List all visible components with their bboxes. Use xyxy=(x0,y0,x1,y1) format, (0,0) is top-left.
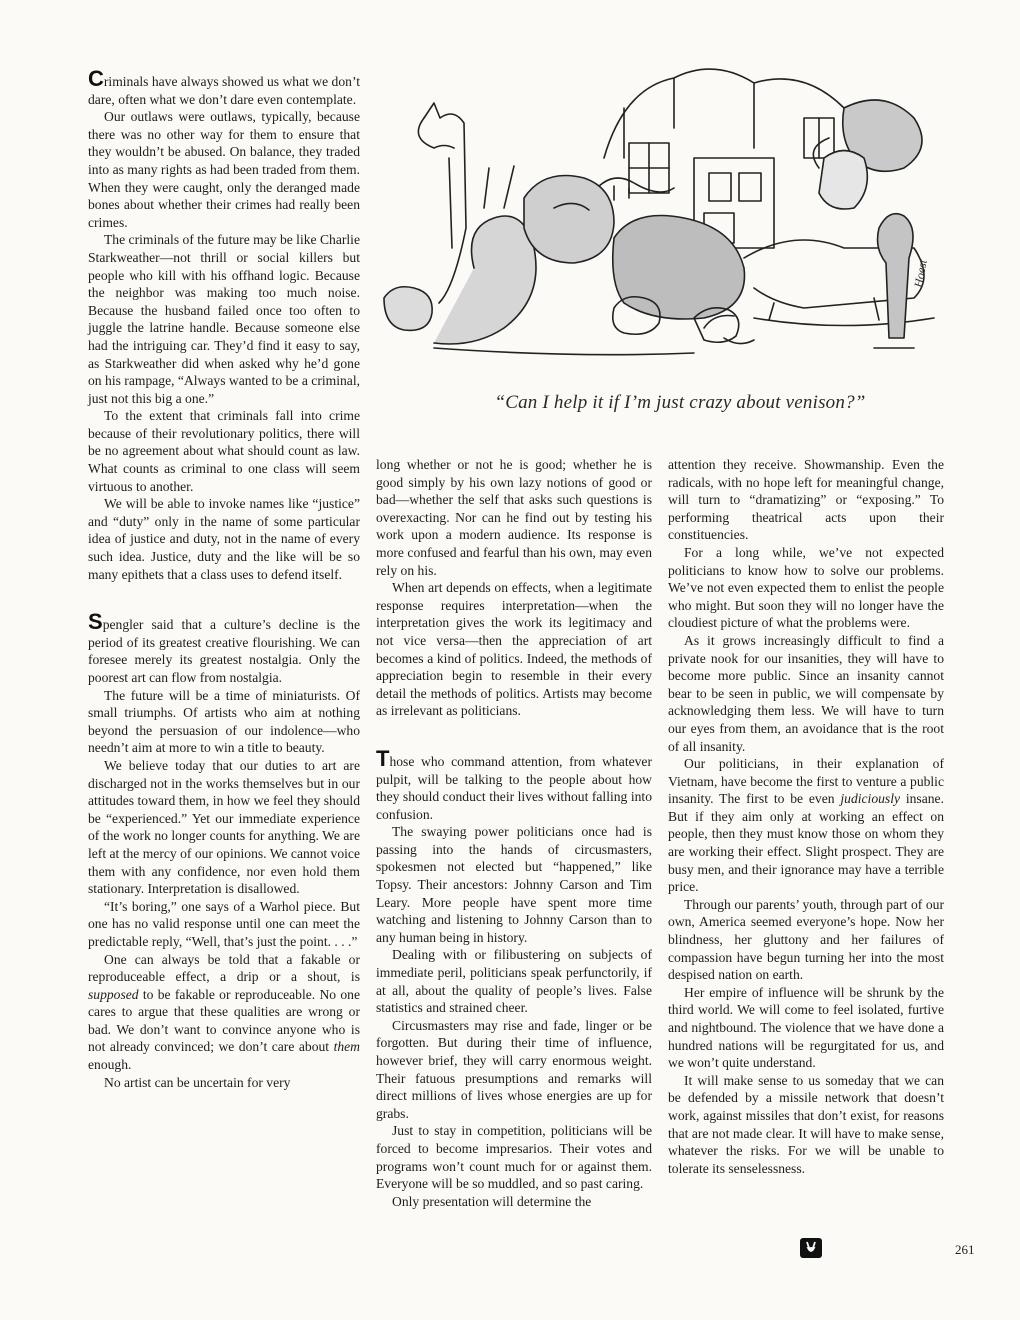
emphasis: judiciously xyxy=(840,791,901,807)
text-column-2 xyxy=(376,456,652,1210)
paragraph: Through our parents’ youth, through part of our own, America seemed everyone’s hope. Now her blindness, her gluttony and her failures of compassion have begun turning her into the most despised nation on earth. xyxy=(668,896,944,983)
text-column-1 xyxy=(88,66,360,1091)
paragraph-text: to be fakable or reproduceable. No one cares to argue that these qualities are wrong or bad. We don’t want to convince anyone who is not already convinced; we don’t care about xyxy=(88,986,360,1055)
paragraph-text: One can always be told that a fakable or reproduceable effect, a drip or a shout, is xyxy=(88,951,360,985)
paragraph: Just to stay in competition, politicians will be forced to become impresarios. Their votes and programs won’t count much for or against them. Everyone will be so muddled, and so past caring. xyxy=(376,1123,652,1192)
paragraph-text: pengler said that a culture’s decline is the period of its greatest creative flourishing. We can foresee merely its greatest nostalgia. Only the poorest art can flow from nostalgia. xyxy=(88,617,360,685)
drop-cap: S xyxy=(88,609,103,635)
paragraph: Our outlaws were outlaws, typically, because there was no other way for them to ensure that they wouldn’t be abused. On balance, they traded into as many rights as had been traded from them. When they were caught, only the deranged made bones about whether their crimes had really been crimes. xyxy=(88,109,360,230)
paragraph: For a long while, we’ve not expected politicians to know how to solve our problems. We’ve not even expected them to enlist the people who might. But soon they will no longer have the cloudiest picture of what the problems were. xyxy=(668,544,944,631)
paragraph: It will make sense to us someday that we can be defended by a missile network that doesn’t work, against missiles that don’t exist, for reasons that are not made clear. It will have to make sense, whatever the risks. For we will be unable to tolerate its senselessness. xyxy=(668,1072,944,1176)
section-gap xyxy=(376,720,652,750)
artist-signature: Hoest xyxy=(911,258,930,289)
section-gap xyxy=(88,583,360,613)
drop-cap: C xyxy=(88,66,104,91)
emphasis: them xyxy=(333,1039,360,1055)
paragraph: “It’s boring,” one says of a Warhol piece. But one has no valid response until one can meet the predictable reply, “Well, that’s just the point. . . .” xyxy=(88,898,360,949)
cartoon-drawing xyxy=(374,48,954,384)
paragraph: No artist can be uncertain for very xyxy=(104,1074,291,1090)
paragraph xyxy=(88,951,360,1074)
page-number: 261 xyxy=(955,1242,975,1257)
paragraph: attention they receive. Showmanship. Even the radicals, with no hope left for meaningful change, will turn to “dramatizing” or “exposing.” To performing theatrical acts upon their constituencies. xyxy=(668,457,944,543)
text-column-3 xyxy=(668,456,944,1177)
drop-cap: T xyxy=(376,745,390,771)
paragraph: The future will be a time of miniaturists. Of small triumphs. Of artists who aim at nothing beyond the persuasion of our indolence—who needn’t aim at more to win a title to beauty. xyxy=(88,687,360,756)
cartoon-illustration xyxy=(374,48,954,384)
paragraph-text: Our politicians, in their explanation of Vietnam, have become the first to venture a public insanity. The first to be even xyxy=(668,756,944,807)
paragraph xyxy=(88,609,360,686)
paragraph xyxy=(668,755,944,896)
cartoon-caption: “Can I help it if I’m just crazy about venison?” xyxy=(494,392,866,413)
paragraph: We believe today that our duties to art are discharged not in the works themselves but in our attitudes toward them, in how we feel they should be “experienced.” Yet our immediate experience of the work no longer counts for anything. We are left at the mercy of our opinions. We cannot voice them with any confidence, nor even hold them stationary. Interpretation is disallowed. xyxy=(88,757,360,897)
paragraph: To the extent that criminals fall into crime because of their revolutionary politics, there will be no agreement about what should count as law. What counts as criminal to one class will seem virtuous to another. xyxy=(88,408,360,494)
paragraph: Circusmasters may rise and fade, linger or be forgotten. But during their time of influence, however brief, they will carry enormous weight. Their fatuous presumptions and remarks will direct millions of lives whose energies are up for grabs. xyxy=(376,1017,652,1121)
paragraph: As it grows increasingly difficult to find a private nook for our insanities, they will have to become more public. Since an insanity cannot bear to be seen in public, we will compensate by acknowledging them less. We will have to turn our eyes from them, an avoidance that is the root of all insanity. xyxy=(668,632,944,754)
paragraph: The criminals of the future may be like Charlie Starkweather—not thrill or social killers but people who kill with his offhand logic. Because the neighbor was making too much noise. Because the husband failed once too often to juggle the latrine handle. Because someone else had the intriguing car. They’d find it easy to say, as Starkweather did when asked why he’d gone on his rampage, “Always wanted to be a criminal, just not this big a one.” xyxy=(88,232,360,406)
paragraph xyxy=(376,745,652,823)
paragraph: Only presentation will determine the xyxy=(392,1193,592,1209)
rabbit-head-icon xyxy=(800,1238,822,1258)
paragraph: We will be able to invoke names like “justice” and “duty” only in the name of some particular idea of justice and duty, not in the name of every such idea. Justice, duty and the like will be so many epithets that a class uses to defend itself. xyxy=(88,496,360,582)
paragraph: long whether or not he is good; whether he is good simply by his own lazy notions of good or bad—whether the self that asks such questions is overexacting. Nor can he find out by testing his work upon a modern audience. Its response is more confused and fearful than his own, may even rely on his. xyxy=(376,457,652,578)
paragraph-text: insane. But if they aim only at working an effect on people, then they must know those on whom they are working their effect. Slight prospect. They are busy men, and their ignorance may have a terrible price. xyxy=(668,791,944,895)
paragraph: The swaying power politicians once had is passing into the hands of circusmasters, spokesmen not elected but “happened,” like Topsy. Their ancestors: Johnny Carson and Tim Leary. More people have spent more time watching and listening to Johnny Carson than to any human being in history. xyxy=(376,824,652,945)
paragraph xyxy=(88,66,360,108)
paragraph: When art depends on effects, when a legitimate response requires interpretation—when the interpretation gives the work its legitimacy and not vice versa—then the appreciation of art becomes a kind of politics. Indeed, the methods of appreciation begin to resemble in their every detail the methods of politics. Artists may become as irrelevant as politicians. xyxy=(376,580,652,719)
paragraph-text: riminals have always showed us what we don’t dare, often what we don’t dare even contemplate. xyxy=(88,74,360,107)
paragraph-text: hose who command attention, from whatever pulpit, will be talking to the people about how they should conduct their lives without falling into confusion. xyxy=(376,753,652,822)
paragraph: Her empire of influence will be shrunk by the third world. We will come to feel isolated, furtive and nightbound. The violence that we have done a hundred nations will be regurgitated for us, and we won’t quite understand. xyxy=(668,984,944,1071)
paragraph-text: enough. xyxy=(88,1057,132,1073)
emphasis: supposed xyxy=(88,986,139,1002)
paragraph: Dealing with or filibustering on subjects of immediate peril, politicians speak perfunctorily, if at all, about the quality of people’s lives. False statistics and strained cheer. xyxy=(376,947,652,1016)
